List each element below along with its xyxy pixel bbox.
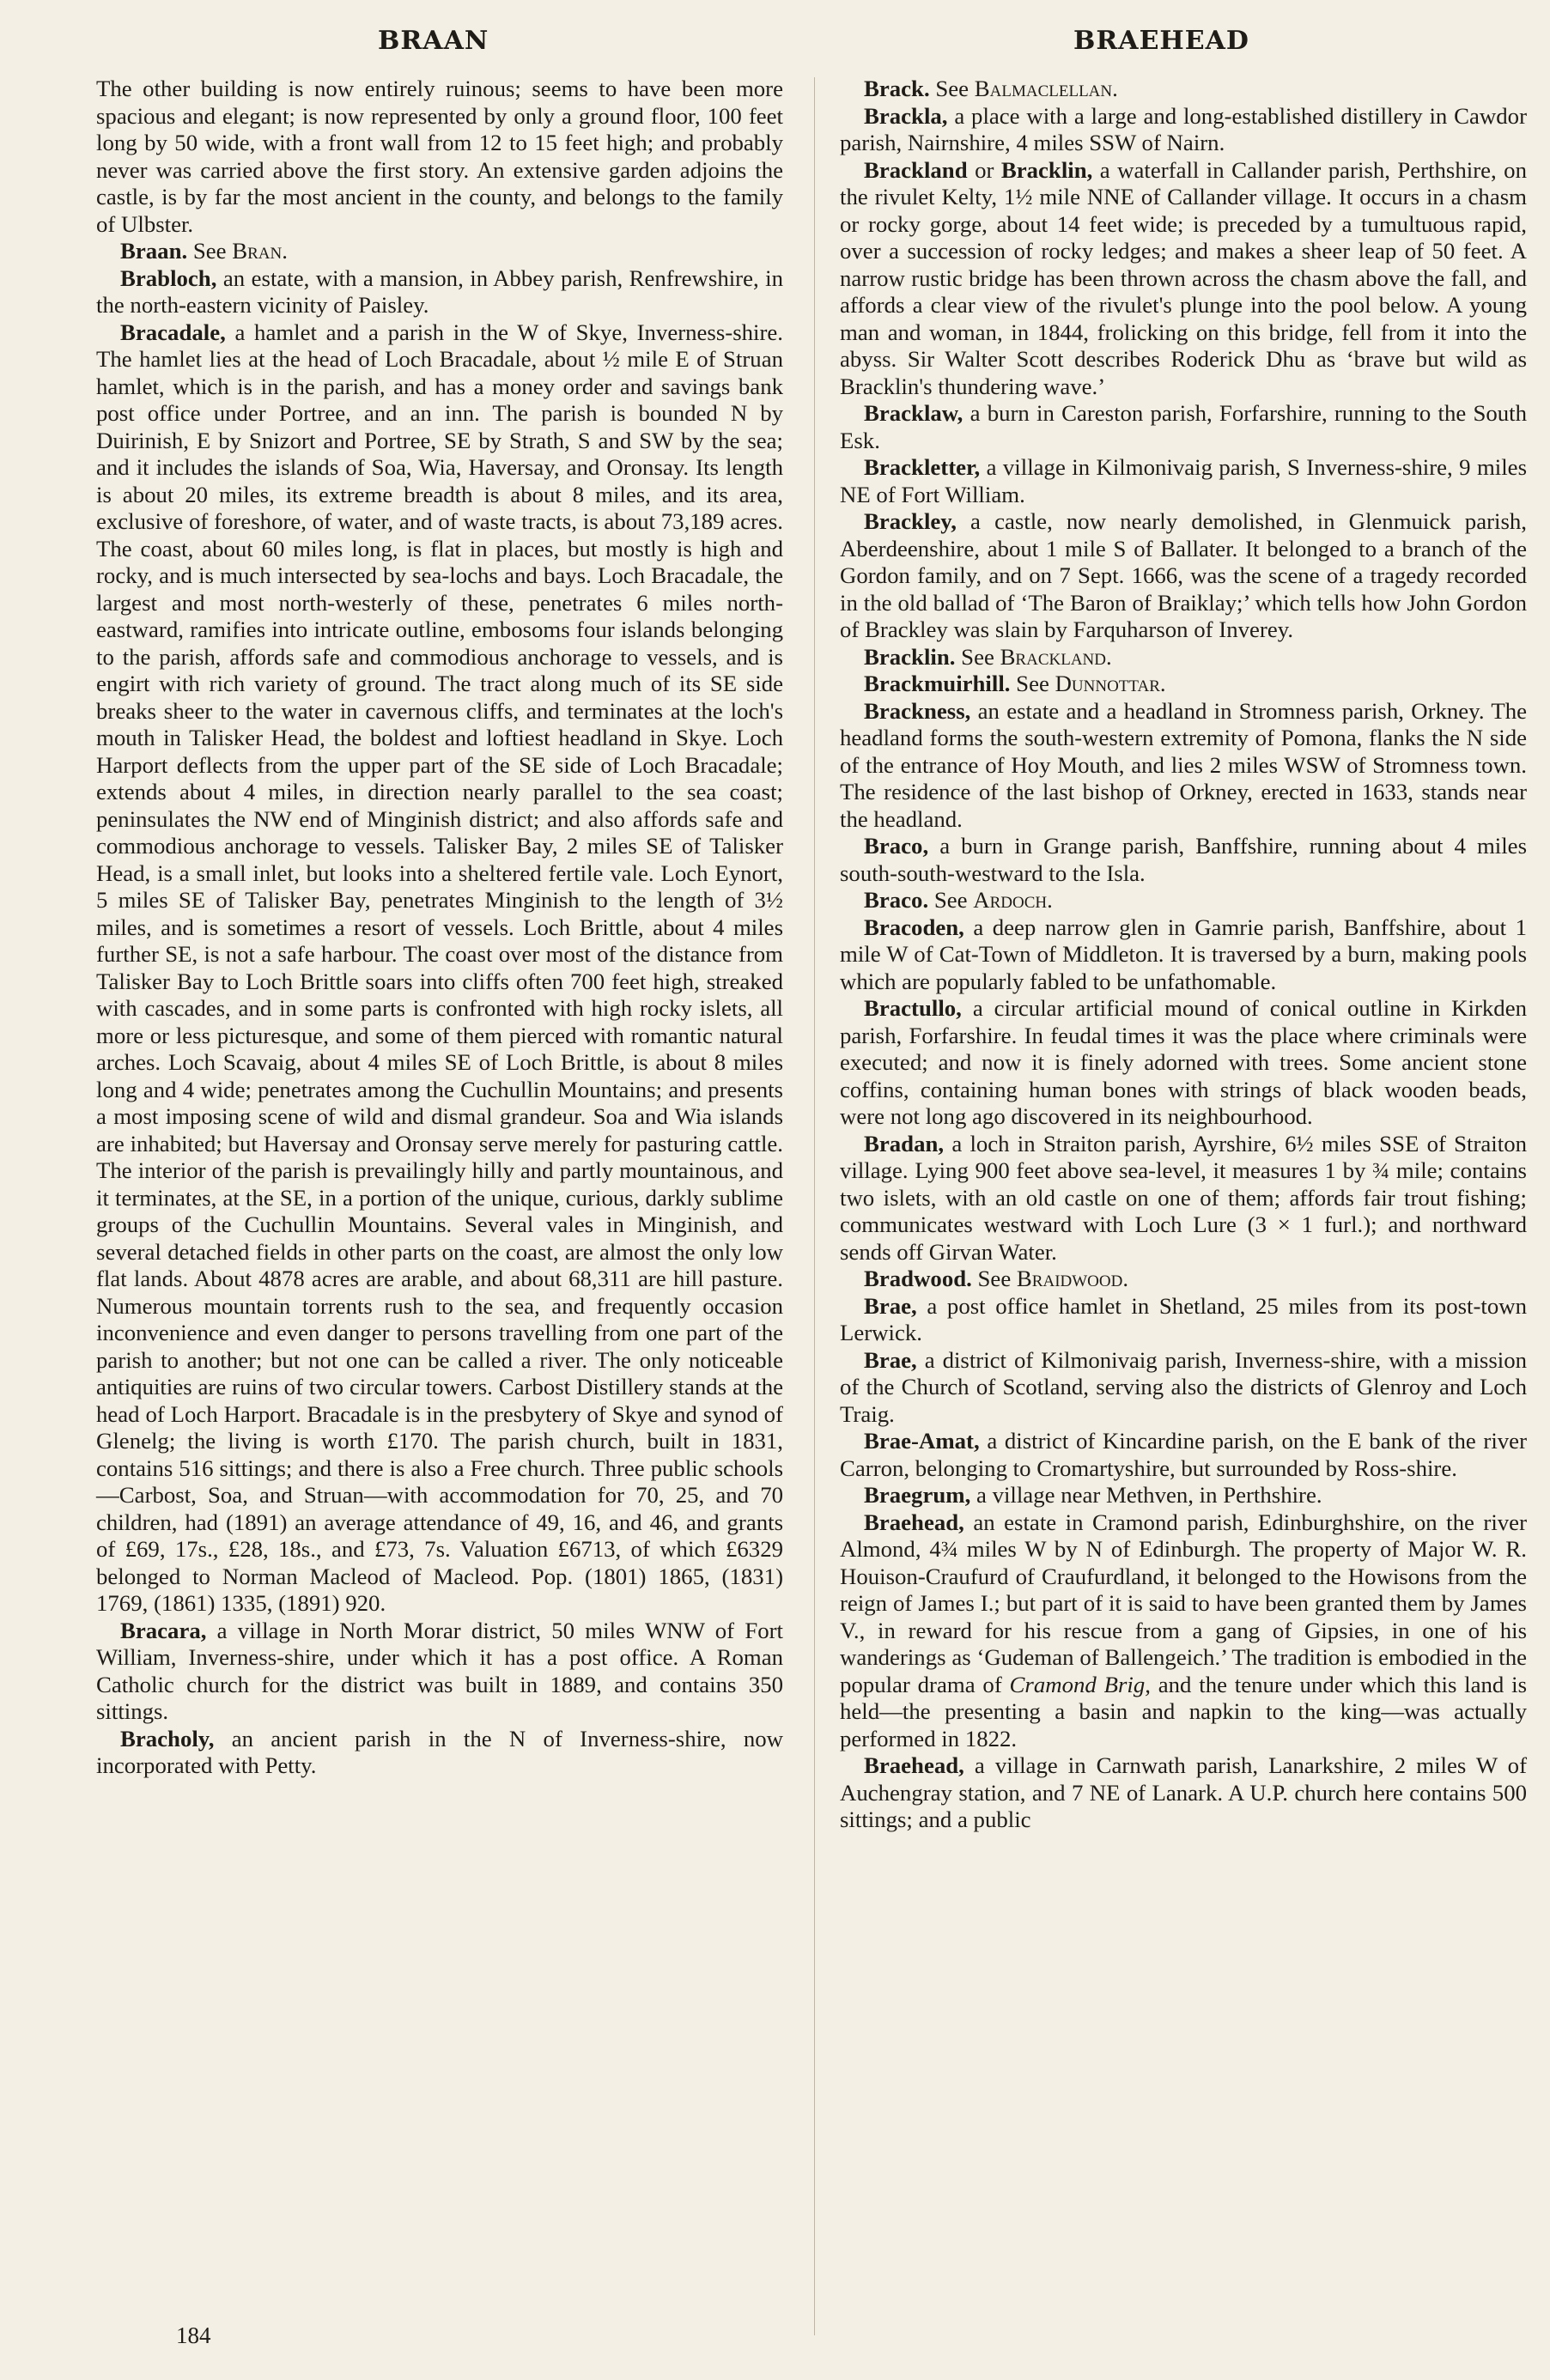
entry-headword: Bracklaw,	[864, 400, 963, 426]
entry-headword: Braan.	[120, 238, 188, 264]
entry-text: The other building is now entirely ruinous; seems to have been more spacious and elegant; is now represented by only a ground floor, 100 feet long by 50 wide, with a front wall from 12 to 15 feet high; and probably never was carried above the first story. An extensive garden adjoins the castle, is by far the most ancient in the county, and belongs to the family of Ulbster.	[96, 76, 783, 237]
entry-headword: Braegrum,	[864, 1482, 971, 1508]
entry-headword: Bracklin.	[864, 643, 956, 670]
entry-text: an estate and a headland in Stromness parish, Orkney. The headland forms the south-western extremity of Pomona, flanks the N side of the entrance of Hoy Mouth, and lies 2 miles WSW of Stromness town. The residence of the last bishop of Orkney, erected in 1633, stands near the headland.	[840, 697, 1527, 832]
entry-text: a district of Kincardine parish, on the E bank of the river Carron, belonging to Cromartyshire, but surrounded by Ross-shire.	[840, 1428, 1527, 1481]
entry-text: See	[955, 643, 1000, 670]
cross-reference: Ardoch.	[973, 887, 1053, 913]
entry-text: See	[971, 1266, 1017, 1291]
running-head-right: BRAEHEAD	[1073, 26, 1249, 56]
entry-headword: Brae,	[864, 1346, 917, 1373]
entry-text: an ancient parish in the N of Inverness-shire, now incorporated with Petty.	[96, 1725, 783, 1778]
entry-headword: Braehead,	[864, 1509, 964, 1535]
running-head-left: BRAAN	[378, 26, 489, 56]
entry-text: a waterfall in Callander parish, Perthshire, on the rivulet Kelty, 1½ mile NNE of Callander village. It occurs in a chasm or rocky gorge, about 14 feet wide; is preceded by a tumultuous rapid, over a succession of rocky ledges; and makes a sheer leap of 50 feet. A narrow rustic bridge has been thrown across the chasm above the fall, and affords a clear view of the rivulet's plunge into the pool below. A young man and woman, in 1844, frolicking on this bridge, fell from it into the abyss. Sir Walter Scott describes Roderick Dhu as ‘brave but wild as Bracklin's thundering wave.’	[840, 156, 1527, 399]
gazetteer-entry	[96, 1618, 783, 1726]
entry-headword: Bracadale,	[120, 319, 226, 345]
entry-text: See	[1010, 671, 1055, 696]
entry-italic-title: Cramond Brig,	[1009, 1671, 1151, 1697]
entry-text: a place with a large and long-established distillery in Cawdor parish, Nairnshire, 4 miles SSW of Nairn.	[840, 102, 1527, 155]
entry-headword: Brae-Amat,	[864, 1428, 980, 1454]
entry-headword: Brae,	[864, 1292, 917, 1319]
entry-headword: Braehead,	[864, 1752, 964, 1778]
gazetteer-entry	[840, 157, 1527, 401]
gazetteer-entry	[840, 454, 1527, 508]
entry-headword: Brackland	[864, 156, 968, 183]
gazetteer-entry	[840, 1131, 1527, 1266]
gazetteer-entry	[96, 76, 783, 238]
entry-text: See	[929, 76, 975, 101]
gazetteer-entry	[840, 995, 1527, 1131]
entry-text: and the tenure under which this land is held—the presenting a basin and napkin to the king—was actually performed in 1822.	[840, 1671, 1527, 1752]
entry-headword: Bradan,	[864, 1130, 945, 1157]
cross-reference: Braidwood.	[1016, 1266, 1129, 1291]
entry-text: a loch in Straiton parish, Ayrshire, 6½ miles SSE of Straiton village. Lying 900 feet above sea-level, it measures 1 by ¾ mile; contains two islets, with an old castle on one of them; affords fair trout fishing; communicates westward with Loch Lure (3 × 1 furl.); and northward sends off Girvan Water.	[840, 1130, 1527, 1265]
cross-reference: Balmaclellan.	[974, 76, 1118, 101]
entry-headword: Braco,	[864, 833, 929, 859]
gazetteer-entry	[96, 319, 783, 1618]
gazetteer-entry	[840, 671, 1527, 698]
gazetteer-entry	[840, 508, 1527, 644]
gazetteer-entry	[840, 1428, 1527, 1482]
cross-reference: Brackland.	[1000, 643, 1112, 670]
gazetteer-entry	[840, 1482, 1527, 1509]
entry-headword: Bradwood.	[864, 1266, 972, 1291]
column-divider	[814, 77, 815, 2335]
left-column	[96, 76, 783, 1780]
gazetteer-entry	[840, 914, 1527, 996]
entry-text: a district of Kilmonivaig parish, Inverness-shire, with a mission of the Church of Scotland, serving also the districts of Glenroy and Loch Traig.	[840, 1346, 1527, 1427]
entry-text: a burn in Careston parish, Forfarshire, running to the South Esk.	[840, 400, 1527, 453]
entry-text: a village in Carnwath parish, Lanarkshire, 2 miles W of Auchengray station, and 7 NE of Lanark. A U.P. church here contains 500 sittings; and a public	[840, 1752, 1527, 1832]
gazetteer-entry	[840, 103, 1527, 157]
entry-text: a hamlet and a parish in the W of Skye, Inverness-shire. The hamlet lies at the head of Loch Bracadale, about ½ mile E of Struan hamlet, which is in the parish, and has a money order and savings bank post office under Portree, and an inn. The parish is bounded N by Duirinish, E by Snizort and Portree, SE by Strath, S and SW by the sea; and it includes the islands of Soa, Wia, Haversay, and Oronsay. Its length is about 20 miles, its extreme breadth is about 8 miles, and its area, exclusive of foreshore, of water, and of waste tracts, is about 73,189 acres. The coast, about 60 miles long, is flat in places, but mostly is high and rocky, and is much intersected by sea-lochs and bays. Loch Bracadale, the largest and most north-westerly of these, penetrates 6 miles north-eastward, ramifies into intricate outline, embosoms four islands belonging to the parish, affords safe and commodious anchorage to vessels, and is engirt with rich variety of ground. The tract along much of its SE side breaks sheer to the water in cavernous cliffs, and terminates at the loch's mouth in Talisker Head, the boldest and loftiest headland in Skye. Loch Harport deflects from the upper part of the SE side of Loch Bracadale; extends about 4 miles, in direction nearly parallel to the sea coast; peninsulates the NW end of Minginish district; and also affords safe and commodious anchorage to vessels. Talisker Bay, 2 miles SE of Talisker Head, is a small inlet, but looks into a sheltered fertile vale. Loch Eynort, 5 miles SE of Talisker Bay, penetrates Minginish to the length of 3½ miles, and is sometimes a resort of vessels. Loch Brittle, about 4 miles further SE, is not a safe harbour. The coast over most of the distance from Talisker Bay to Loch Brittle soars into cliffs often 700 feet high, streaked with cascades, and in some parts is confronted with high rocky islets, all more or less picturesque, and some of them pierced with romantic natural arches. Loch Scavaig, about 4 miles SE of Loch Brittle, is about 8 miles long and 4 wide; penetrates among the Cuchullin Mountains; and presents a most imposing scene of wild and dismal grandeur. Soa and Wia islands are inhabited; but Haversay and Oronsay serve merely for pasturing cattle. The interior of the parish is prevailingly hilly and partly mountainous, and it terminates, at the SE, in a portion of the unique, curious, darkly sublime groups of the Cuchullin Mountains. Several vales in Minginish, and several detached fields in other parts on the coast, are almost the only low flat lands. About 4878 acres are arable, and about 68,311 are hill pasture. Numerous mountain torrents rush to the sea, and frequently occasion inconvenience and even danger to persons travelling from one part of the parish to another; but not one can be called a river. The only noticeable antiquities are ruins of two circular towers. Carbost Distillery stands at the head of Loch Harport. Bracadale is in the presbytery of Skye and synod of Glenelg; the living is worth £170. The parish church, built in 1831, contains 516 sittings; and there is also a Free church. Three public schools —Carbost, Soa, and Struan—with accommodation for 70, 25, and 70 children, had (1891) an average attendance of 49, 16, and 46, and grants of £69, 17s., £28, 18s., and £73, 7s. Valuation £6713, of which £6329 belonged to Norman Macleod of Macleod. Pop. (1801) 1865, (1831) 1769, (1861) 1335, (1891) 920.	[96, 319, 783, 1616]
entry-headword: Braco.	[864, 887, 929, 913]
entry-headword: Brack.	[864, 76, 930, 101]
gazetteer-entry	[840, 644, 1527, 671]
right-column	[840, 76, 1527, 1834]
entry-headword: Bracholy,	[120, 1725, 215, 1752]
gazetteer-entry	[840, 1347, 1527, 1429]
gazetteer-entry	[840, 698, 1527, 834]
gazetteer-entry	[840, 1752, 1527, 1834]
gazetteer-entry	[96, 1726, 783, 1780]
gazetteer-entry	[840, 1293, 1527, 1347]
entry-text: See	[187, 238, 233, 264]
gazetteer-entry	[840, 400, 1527, 454]
entry-headword: Brabloch,	[120, 264, 217, 291]
entry-text: See	[928, 887, 974, 913]
entry-text: an estate, with a mansion, in Abbey parish, Renfrewshire, in the north-eastern vicinity of Paisley.	[96, 264, 783, 318]
entry-headword: Brackmuirhill.	[864, 671, 1011, 696]
entry-headword: Brackness,	[864, 697, 971, 724]
entry-headword: Brackley,	[864, 508, 957, 534]
gazetteer-entry	[96, 265, 783, 319]
entry-text: a post office hamlet in Shetland, 25 miles from its post-town Lerwick.	[840, 1292, 1527, 1345]
cross-reference: Dunnottar.	[1055, 671, 1166, 696]
entry-headword: Brackletter,	[864, 454, 981, 480]
gazetteer-entry	[840, 887, 1527, 914]
entry-text: an estate in Cramond parish, Edinburghshire, on the river Almond, 4¾ miles W by N of Edinburgh. The property of Major W. R. Houison-Craufurd of Craufurdland, it belonged to the Howisons from the reign of James I.; but part of it is said to have been granted them by James V., in reward for his rescue from a gang of Gipsies, in one of his wanderings as ‘Gudeman of Ballengeich.’ The tradition is embodied in the popular drama of	[840, 1509, 1527, 1697]
gazetteer-entry	[96, 238, 783, 265]
gazetteer-entry	[840, 76, 1527, 103]
gazetteer-entry	[840, 1509, 1527, 1753]
cross-reference: Bran.	[232, 238, 288, 264]
entry-text: a burn in Grange parish, Banffshire, running about 4 miles south-south-westward to the Isla.	[840, 833, 1527, 886]
entry-headword: Bracoden,	[864, 914, 964, 940]
gazetteer-entry	[840, 833, 1527, 887]
entry-headword: Bracara,	[120, 1617, 207, 1643]
entry-text: a village in North Morar district, 50 miles WNW of Fort William, Inverness-shire, under which it has a post office. A Roman Catholic church for the district was built in 1889, and contains 350 sittings.	[96, 1617, 783, 1724]
entry-text: a village in Kilmonivaig parish, S Inverness-shire, 9 miles NE of Fort William.	[840, 454, 1527, 507]
entry-headword: Bractullo,	[864, 995, 962, 1021]
entry-headword: Bracklin,	[1000, 156, 1093, 183]
entry-headword: Brackla,	[864, 102, 948, 129]
gazetteer-entry	[840, 1266, 1527, 1293]
entry-text: a deep narrow glen in Gamrie parish, Banffshire, about 1 mile W of Cat-Town of Middleton. It is traversed by a burn, making pools which are popularly fabled to be unfathomable.	[840, 914, 1527, 994]
entry-text: a circular artificial mound of conical outline in Kirkden parish, Forfarshire. In feudal times it was the place where criminals were executed; and now it is finely adorned with trees. Some ancient stone coffins, containing human bones with strings of black wooden beads, were not long ago discovered in its neighbourhood.	[840, 995, 1527, 1129]
entry-text: or	[967, 156, 1001, 183]
entry-text: a castle, now nearly demolished, in Glenmuick parish, Aberdeenshire, about 1 mile S of Ballater. It belonged to a branch of the Gordon family, and on 7 Sept. 1666, was the scene of a tragedy recorded in the old ballad of ‘The Baron of Braiklay;’ which tells how John Gordon of Brackley was slain by Farquharson of Inverey.	[840, 508, 1527, 642]
page-number: 184	[176, 2322, 211, 2348]
entry-text: a village near Methven, in Perthshire.	[970, 1482, 1322, 1508]
